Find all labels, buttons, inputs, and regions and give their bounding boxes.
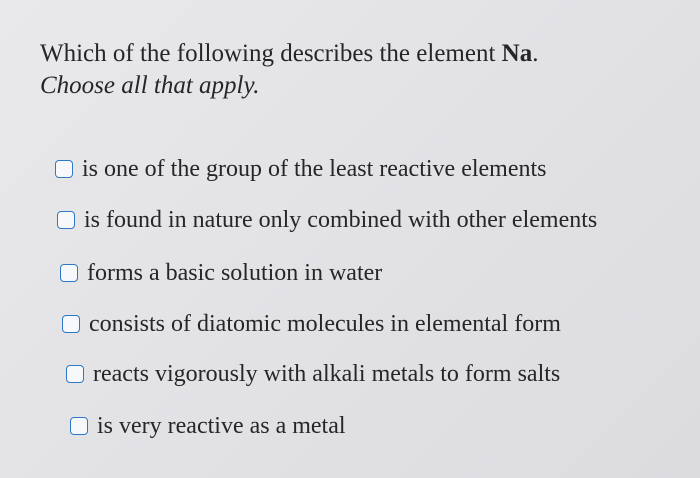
checkbox[interactable] — [66, 365, 84, 383]
answer-option[interactable] — [55, 153, 547, 185]
checkbox[interactable] — [57, 211, 75, 229]
answer-option[interactable] — [66, 358, 560, 390]
answer-option-label: is found in nature only combined with other elements — [84, 207, 598, 233]
answer-option-label: reacts vigorously with alkali metals to form salts — [93, 361, 561, 387]
question-text-after: . — [532, 40, 539, 67]
answer-option-label: forms a basic solution in water — [87, 260, 383, 286]
checkbox[interactable] — [62, 315, 80, 333]
answer-option-label: is very reactive as a metal — [97, 413, 346, 439]
checkbox[interactable] — [55, 160, 73, 178]
answer-option[interactable] — [60, 257, 382, 289]
answer-option-label: consists of diatomic molecules in elemental form — [89, 311, 561, 337]
answer-option[interactable] — [62, 308, 561, 340]
checkbox[interactable] — [70, 417, 88, 435]
answer-option-label: is one of the group of the least reactive elements — [82, 156, 547, 182]
question-instruction: Choose all that apply. — [40, 72, 260, 99]
answer-option[interactable] — [57, 204, 597, 236]
question-text-before: Which of the following describes the element — [40, 40, 502, 67]
element-symbol: Na — [501, 40, 533, 67]
answer-option[interactable] — [70, 410, 346, 442]
checkbox[interactable] — [60, 264, 78, 282]
